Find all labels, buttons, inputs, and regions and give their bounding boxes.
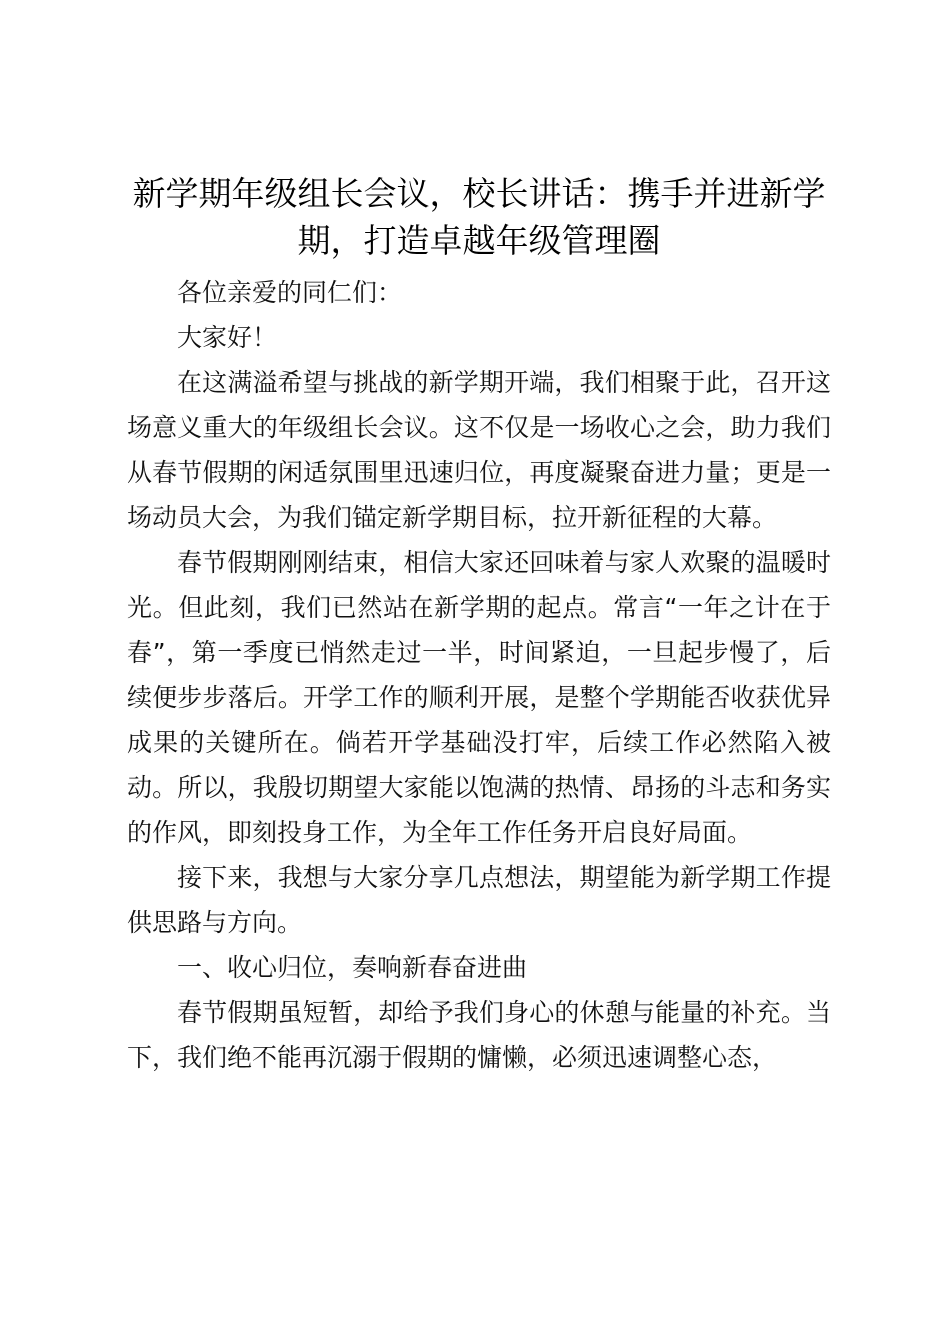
greeting: 大家好！	[177, 323, 278, 352]
paragraph-transition: 接下来，我想与大家分享几点想法，期望能为新学期工作提供思路与方向。	[127, 863, 831, 937]
paragraph-opening: 在这满溢希望与挑战的新学期开端，我们相聚于此，召开这场意义重大的年级组长会议。这不仅是一场收心之会，助力我们从春节假期的闲适氛围里迅速归位，再度凝聚奋进力量；更是一场动员大会，为我们锚定新学期目标，拉开新征程的大幕。	[127, 368, 831, 532]
document-page	[127, 170, 831, 1080]
paragraph-spring-festival: 春节假期刚刚结束，相信大家还回味着与家人欢聚的温暖时光。但此刻，我们已然站在新学期的起点。常言“一年之计在于春”，第一季度已悄然走过一半，时间紧迫，一旦起步慢了，后续便步步落后。开学工作的顺利开展，是整个学期能否收获优异成果的关键所在。倘若开学基础没打牢，后续工作必然陷入被动。所以，我殷切期望大家能以饱满的热情、昂扬的斗志和务实的作风，即刻投身工作，为全年工作任务开启良好局面。	[127, 548, 831, 847]
section-heading-1: 一、收心归位，奏响新春奋进曲	[177, 953, 528, 982]
document-body	[127, 270, 831, 1080]
paragraph-section-1: 春节假期虽短暂，却给予我们身心的休憩与能量的补充。当下，我们绝不能再沉溺于假期的慵懒，必须迅速调整心态，	[127, 998, 831, 1072]
salutation: 各位亲爱的同仁们：	[177, 278, 403, 307]
document-title: 新学期年级组长会议，校长讲话：携手并进新学期，打造卓越年级管理圈	[132, 174, 826, 260]
